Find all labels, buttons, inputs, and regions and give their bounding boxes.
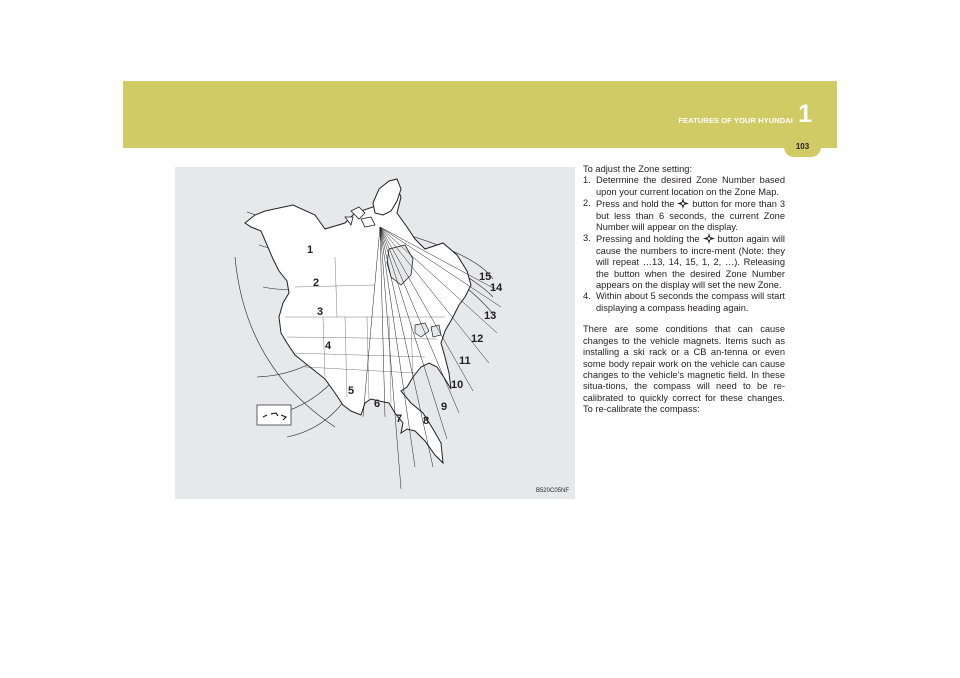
hawaii-inset bbox=[257, 405, 291, 425]
compass-button-icon bbox=[677, 198, 689, 209]
zone-label-6: 6 bbox=[374, 398, 381, 410]
step-number: 3. bbox=[583, 233, 591, 244]
steps-list bbox=[583, 175, 785, 314]
step-item bbox=[583, 291, 785, 314]
spacer bbox=[583, 314, 785, 324]
zone-label-1: 1 bbox=[307, 244, 314, 256]
step-item bbox=[583, 175, 785, 198]
step-number: 4. bbox=[583, 291, 591, 302]
page-number: 103 bbox=[784, 137, 821, 157]
zone-label-14: 14 bbox=[490, 282, 503, 294]
instructions-column bbox=[583, 164, 785, 416]
chapter-header-band bbox=[123, 81, 837, 148]
zone-label-7: 7 bbox=[396, 413, 403, 425]
step-text-before: Press and hold the bbox=[596, 199, 675, 210]
zone-label-13: 13 bbox=[484, 310, 497, 322]
step-text-after: button again will cause the numbers to incre-ment (Note: they will repeat …13, 14, 15, 1, 2, …). Releasing the button when the desired Zone Number appears on the display will set the new Zone. bbox=[596, 234, 785, 291]
zone-label-15: 15 bbox=[479, 271, 492, 283]
compass-button-icon bbox=[703, 233, 715, 244]
step-number: 1. bbox=[583, 175, 591, 186]
step-text-after: button for more than 3 but less than 6 seconds, the current Zone Number will appear on the display. bbox=[596, 199, 785, 233]
step-item bbox=[583, 233, 785, 291]
zone-label-5: 5 bbox=[348, 385, 355, 397]
zone-label-12: 12 bbox=[471, 333, 484, 345]
zone-label-2: 2 bbox=[313, 277, 320, 289]
chapter-title: FEATURES OF YOUR HYUNDAI bbox=[678, 116, 793, 125]
north-america-map-illustration bbox=[175, 167, 575, 499]
zone-map bbox=[175, 167, 575, 499]
intro-line: To adjust the Zone setting: bbox=[583, 164, 693, 174]
calibration-paragraph: There are some conditions that can cause changes to the vehicle magnets. Items such as installing a ski rack or a CB an-tenna or even some body repair work on the vehicle can cause changes to the vehicle's magnetic field. In these situa-tions, the compass will need to be re-calibrated to quickly correct for these changes. To re-calibrate the compass: bbox=[583, 324, 785, 415]
chapter-number: 1 bbox=[798, 100, 812, 128]
zone-label-4: 4 bbox=[325, 340, 332, 352]
map-image-code: B520C05NF bbox=[535, 488, 569, 494]
step-number: 2. bbox=[583, 198, 591, 209]
step-text: Within about 5 seconds the compass will start displaying a compass heading again. bbox=[596, 291, 785, 313]
step-text-before: Pressing and holding the bbox=[596, 234, 700, 245]
zone-label-11: 11 bbox=[459, 355, 471, 367]
zone-label-10: 10 bbox=[451, 379, 464, 391]
step-item bbox=[583, 198, 785, 233]
zone-label-8: 8 bbox=[423, 415, 430, 427]
step-text: Determine the desired Zone Number based upon your current location on the Zone Map. bbox=[596, 175, 785, 197]
zone-label-9: 9 bbox=[441, 401, 448, 413]
zone-label-3: 3 bbox=[317, 306, 324, 318]
